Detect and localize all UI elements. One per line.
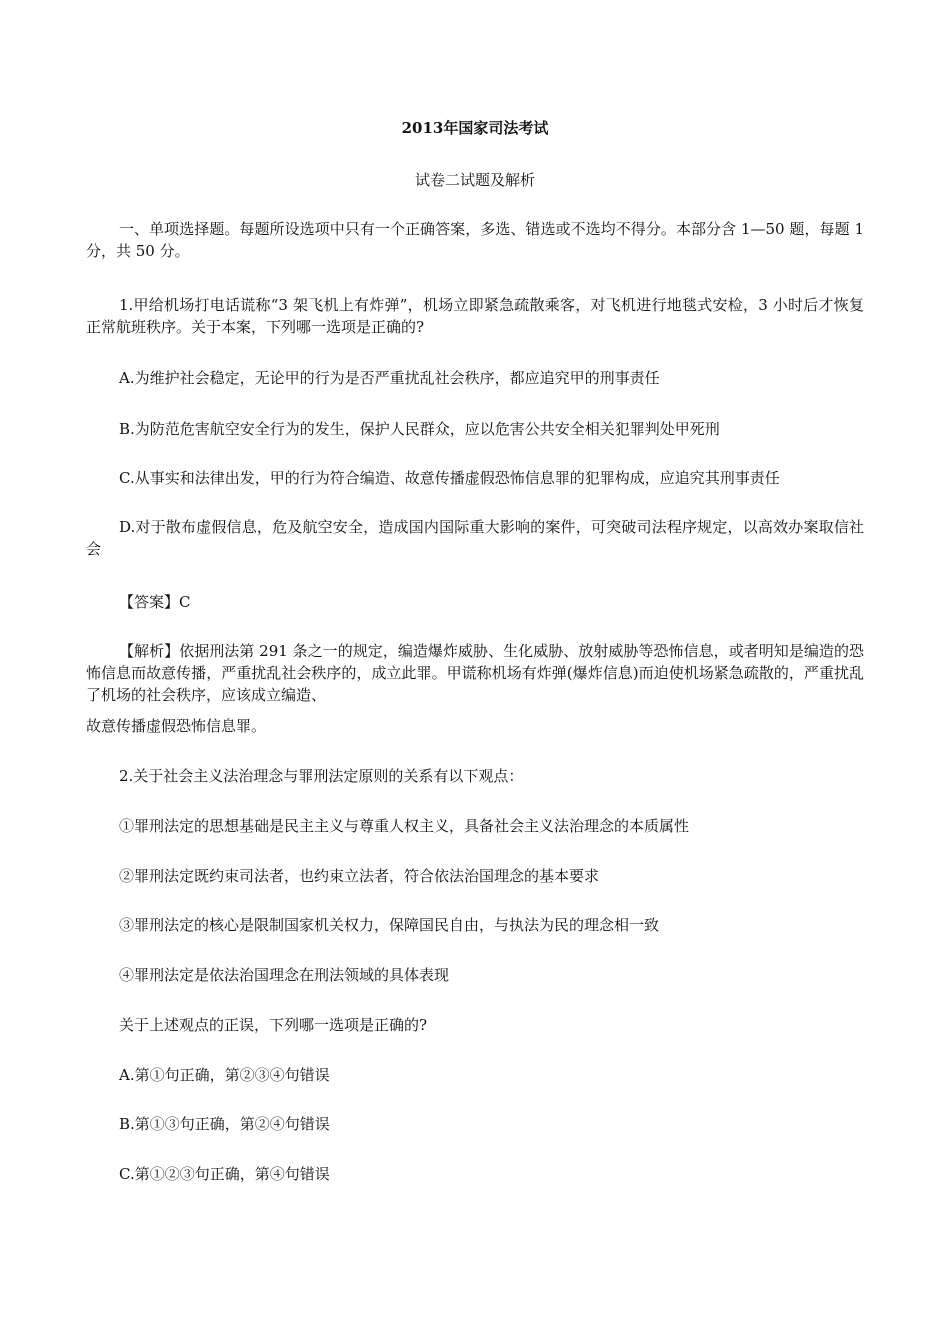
question-2-option-c: C.第①②③句正确，第④句错误 — [119, 1165, 330, 1183]
question-1-analysis: 【解析】依据刑法第 291 条之一的规定，编造爆炸威胁、生化威胁、放射威胁等恐怖信息，或者明知是编造的恐怖信息而故意传播，严重扰乱社会秩序的，成立此罪。甲谎称机场有炸弹(爆炸信息)而迫使机场紧急疏散的，严重扰乱了机场的社会秩序，应该成立编造、 — [86, 642, 864, 704]
question-1-answer: 【答案】C — [119, 593, 191, 611]
question-2-option-b: B.第①③句正确，第②④句错误 — [119, 1115, 330, 1133]
question-1-option-c: C.从事实和法律出发，甲的行为符合编造、故意传播虚假恐怖信息罪的犯罪构成，应追究其刑事责任 — [119, 469, 780, 487]
question-1-option-a: A.为维护社会稳定，无论甲的行为是否严重扰乱社会秩序，都应追究甲的刑事责任 — [119, 369, 660, 387]
page-title: 2013年国家司法考试 — [401, 119, 549, 137]
page-subtitle: 试卷二试题及解析 — [414, 171, 535, 189]
question-1-option-b: B.为防范危害航空安全行为的发生，保护人民群众，应以危害公共安全相关犯罪判处甲死刑 — [119, 420, 720, 438]
question-1-stem: 1.甲给机场打电话谎称“3 架飞机上有炸弹”，机场立即紧急疏散乘客，对飞机进行地毯式安检，3 小时后才恢复正常航班秩序。关于本案，下列哪一选项是正确的? — [86, 296, 864, 336]
question-2-stem: 2.关于社会主义法治理念与罪刑法定原则的关系有以下观点： — [119, 767, 524, 785]
question-2-option-a: A.第①句正确，第②③④句错误 — [119, 1066, 330, 1084]
question-2-point-3: ③罪刑法定的核心是限制国家机关权力，保障国民自由，与执法为民的理念相一致 — [119, 916, 660, 934]
question-2-point-1: ①罪刑法定的思想基础是民主主义与尊重人权主义，具备社会主义法治理念的本质属性 — [119, 817, 690, 835]
question-2-point-2: ②罪刑法定既约束司法者，也约束立法者，符合依法治国理念的基本要求 — [119, 867, 600, 885]
question-2-point-4: ④罪刑法定是依法治国理念在刑法领域的具体表现 — [119, 966, 450, 984]
question-1-option-d: D.对于散布虚假信息，危及航空安全，造成国内国际重大影响的案件，可突破司法程序规定，以高效办案取信社会 — [86, 518, 864, 558]
question-2-prompt: 关于上述观点的正误，下列哪一选项是正确的? — [119, 1016, 428, 1034]
section-intro: 一、单项选择题。每题所设选项中只有一个正确答案，多选、错选或不选均不得分。本部分含 1—50 题，每题 1 分，共 50 分。 — [86, 220, 864, 260]
question-1-analysis-end: 故意传播虚假恐怖信息罪。 — [86, 717, 267, 735]
